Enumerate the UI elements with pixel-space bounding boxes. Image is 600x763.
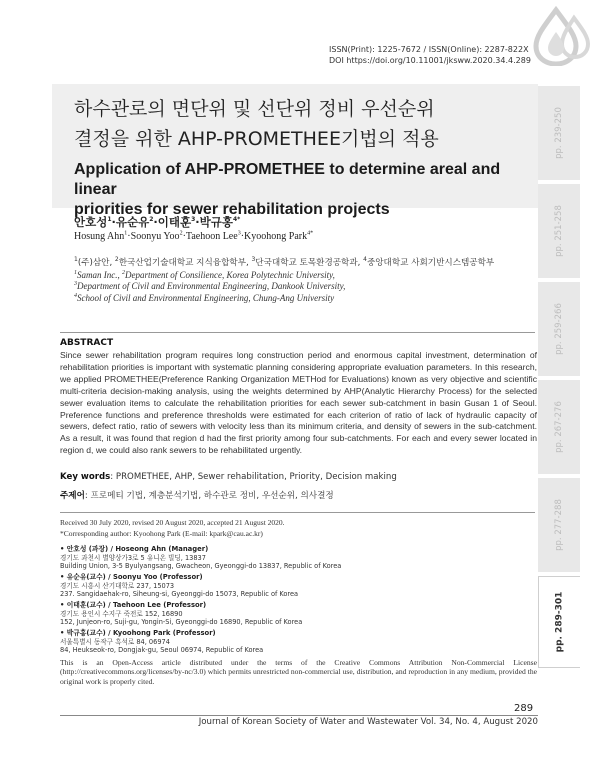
authors-korean: 안호성$^1$·유순유$^2$·이태훈$^3$·박규홍$^{4*}$: [74, 215, 241, 229]
side-tab-6-active[interactable]: pp. 289-301: [538, 576, 580, 668]
author-info-4: • 박규홍(교수) / Kyoohong Park (Professor) 서울특별시 동작구 흑석로 84, 06974 84, Heukseok-ro, Dongjak-gu, Seoul 06974, Republic of Korea: [60, 629, 264, 655]
side-tab-2[interactable]: pp. 251-258: [538, 184, 580, 278]
doi-text: DOI https://doi.org/10.11001/jksww.2020.34.4.289: [329, 56, 531, 65]
keywords-english: Key words: PROMETHEE, AHP, Sewer rehabilitation, Priority, Decision making: [60, 472, 397, 482]
authors-english: Hosung Ahn$^1$·Soonyu Yoo$^2$·Taehoon Lee$^3$·Kyoohong Park$^{4*}$: [74, 230, 314, 242]
author-info-2: • 유순유(교수) / Soonyu Yoo (Professor) 경기도 시흥시 산기대학로 237, 15073 237. Sangidaehak-ro, Siheung-si, Gyeonggi-do 15073, Republic of Korea: [60, 573, 299, 599]
abstract-divider: [60, 332, 535, 333]
affiliation-en-1-2: $^1$Saman Inc., $^2$Department of Consilience, Korea Polytechnic University,: [74, 269, 335, 280]
license-notice: This is an Open-Access article distributed under the terms of the Creative Commons Attribution Non-Commercial License (http://creativecommons.org/licenses/by-nc/3.0) which permits unrestricted non-commercial use, distribution, and reproduction in any medium, provided the original work is properly cited.: [60, 658, 537, 686]
journal-citation: Journal of Korean Society of Water and Wastewater Vol. 34, No. 4, August 2020: [198, 717, 538, 727]
abstract-heading: ABSTRACT: [60, 338, 114, 348]
keywords-korean: 주제어: 프로메티 기법, 계층분석기법, 하수관로 정비, 우선순위, 의사결정: [60, 491, 334, 501]
author-info-3: • 이태훈(교수) / Taehoon Lee (Professor) 경기도 용인시 수지구 죽전로 152, 16890 152, Junjeon-ro, Suji-gu, Yongin-Si, Gyeonggi-do 16890, Republic of Korea: [60, 601, 303, 627]
title-english: Application of AHP-PROMETHEE to determine areal and linear priorities for sewer rehabilitation projects: [74, 161, 501, 218]
affiliations: [74, 258, 534, 304]
footer-divider: [60, 512, 535, 513]
affiliation-en-3: $^3$Department of Civil and Environmental Engineering, Dankook University,: [74, 281, 346, 291]
side-tab-3[interactable]: pp. 259-266: [538, 282, 580, 376]
title-korean: 하수관로의 면단위 및 선단위 정비 우선순위 결정을 위한 AHP-PROMETHEE기법의 적용: [74, 98, 439, 150]
side-tab-4[interactable]: pp. 267-276: [538, 380, 580, 474]
side-tab-5[interactable]: pp. 277-288: [538, 478, 580, 572]
page-number: 289: [514, 703, 534, 714]
affiliations-korean: $^1$(주)삼안, $^2$한국산업기술대학교 지식융합학부, $^3$단국대학교 토목환경공학과, $^4$중앙대학교 사회기반시스템공학부: [74, 256, 495, 268]
issn-text: ISSN(Print): 1225-7672 / ISSN(Online): 2287-822X: [329, 45, 529, 54]
page-range-tabs: [538, 86, 580, 686]
affiliation-en-4: $^4$School of Civil and Environmental Engineering, Chung-Ang University: [74, 292, 335, 303]
bottom-divider: [60, 715, 538, 716]
author-info-1: • 안호성 (과장) / Hoseong Ahn (Manager) 경기도 과천시 별양상가3로 5 유니온 빌딩, 13837 Building Union, 3-5 Byulyangsang, Gwacheon, Gyeonggi-do 13837, Republic of Korea: [60, 545, 342, 571]
abstract-body: Since sewer rehabilitation program requires long construction period and enormous capital investment, determination of rehabilitation priorities is important with systematic planning considering appropriate evaluation parameters. In this research, we applied PROMETHEE(Preference Ranking Organization METHod for Evaluations) known as very objective and scientific multi-criteria decision-making analysis, using the weights determined by AHP(Analytic Hierarchy Process) for the selected sewer evaluation items to calculate the rehabilitation priorities for each sewer sub-catchment in basin Gusan 1 of Seoul. Preference functions and preference thresholds were estimated for each criterion of ratio of lack of hydraulic capacity of sewers, defect ratio, ratio of sewers with velocity less than its minimum criteria, and density of sewers in the sub-catchment. As a result, it was found that region d had the first priority among four sub-catchments. For each and every sewer located in region d, we could also rank sewers to be rehabilitated urgently.: [60, 350, 537, 456]
received-dates: Received 30 July 2020, revised 20 August 2020, accepted 21 August 2020.: [60, 518, 285, 527]
side-tab-1[interactable]: pp. 239-250: [538, 86, 580, 180]
issn-doi-block: [329, 44, 559, 66]
corresponding-author: *Corresponding author: Kyoohong Park (E-mail: kpark@cau.ac.kr): [60, 529, 263, 538]
